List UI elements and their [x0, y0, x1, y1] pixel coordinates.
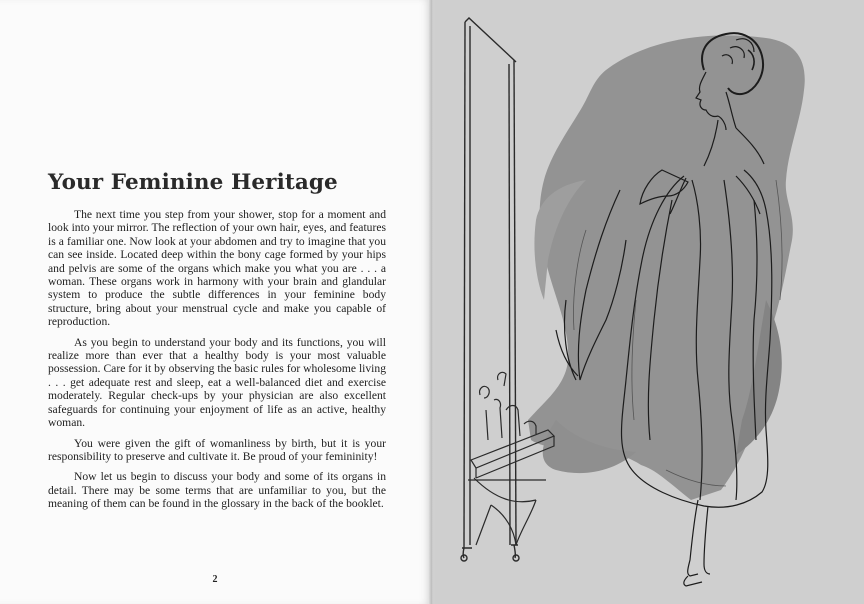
left-page [0, 0, 430, 604]
page-heading: Your Feminine Heritage [48, 170, 338, 195]
paragraph: You were given the gift of womanliness by birth, but it is your responsibility to preserve and cultivate it. Be proud of your femininity! [48, 436, 386, 463]
book-gutter [428, 0, 436, 604]
body-text [48, 208, 386, 518]
page-number: 2 [212, 574, 218, 585]
woman-at-mirror-illustration [436, 0, 864, 604]
wash-background [528, 35, 805, 500]
paragraph: The next time you step from your shower, stop for a moment and look into your mirror. The reflection of your own hair, eyes, and features is a familiar one. Now look at your abdomen and try to imagine that you can see inside. Located deep within the bony cage formed by your hips and pelvis are some of the organs which make you what you are . . . a woman. These organs work in harmony with your brain and glandular system to produce the subtle differences in your feminine body structure, bring about your menstrual cycle and make you capable of reproduction. [48, 208, 386, 329]
right-page [436, 0, 864, 604]
paragraph: Now let us begin to discuss your body and some of its organs in detail. There may be some terms that are unfamiliar to you, but the meaning of them can be found in the glossary in the back of the booklet. [48, 470, 386, 511]
paragraph: As you begin to understand your body and its functions, you will realize more than ever that a healthy body is your most valuable possession. Care for it by observing the basic rules for wholesome living . . . get adequate rest and sleep, eat a well-balanced diet and exercise moderately. Regular check-ups by your physician are also excellent safeguards for continuing your enjoyment of life as an active, healthy woman. [48, 335, 386, 430]
vanity-table [468, 372, 554, 545]
